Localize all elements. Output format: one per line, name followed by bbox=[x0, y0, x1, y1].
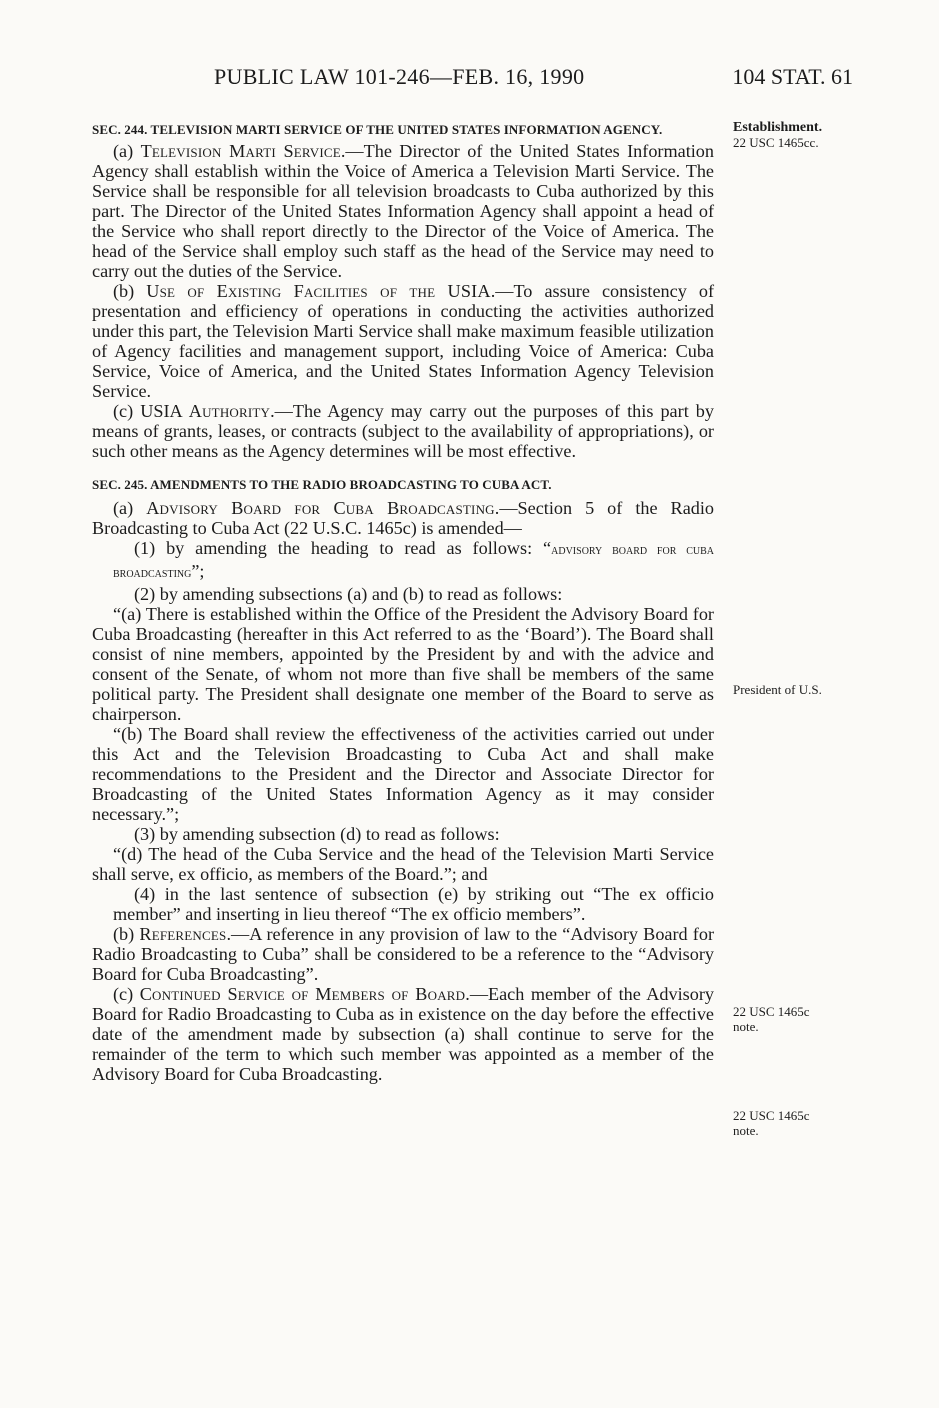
margin-note-establishment-label: Establishment. bbox=[733, 120, 823, 135]
sec245-subsection-b bbox=[92, 924, 714, 984]
sec245-quote-b: “(b) The Board shall review the effectiveness of the activities carried out under this Act and the Television Broadcasting to Cuba Act and shall make recommendations to the President and the Director and Associate Director for Broadcasting of the United States Information Agency as it may consider necessary.”; bbox=[92, 724, 714, 824]
sec245-quote-a: “(a) There is established within the Office of the President the Advisory Board for Cuba Broadcasting (hereafter in this Act referred to as the ‘Board’). The Board shall consist of nine members, appointed by the President by and with the advice and consent of the Senate, of whom not more than five shall be members of the same political party. The President shall designate one member of the Board to serve as chairperson. bbox=[92, 604, 714, 724]
sec245-a-text: .—Section 5 of the Radio Broadcasting to Cuba Act (22 U.S.C. 1465c) is amended— bbox=[92, 498, 715, 538]
sec244-subsection-a bbox=[92, 141, 714, 281]
sec245-item-3: (3) by amending subsection (d) to read as follows: bbox=[134, 824, 500, 844]
margin-note-establishment bbox=[733, 120, 822, 150]
section-245-heading: SEC. 245. AMENDMENTS TO THE RADIO BROADCASTING TO CUBA ACT. bbox=[92, 477, 552, 492]
margin-note-continued-cite bbox=[733, 1108, 810, 1138]
sec244-b-caption: Use of Existing Facilities of the USIA bbox=[146, 281, 491, 301]
page-header-stat: 104 STAT. 61 bbox=[732, 64, 853, 89]
sec245-b-caption: References bbox=[139, 924, 227, 944]
sec244-b-label: (b) bbox=[113, 281, 147, 301]
section-244-heading: SEC. 244. TELEVISION MARTI SERVICE OF THE UNITED STATES INFORMATION AGENCY. bbox=[92, 122, 663, 137]
sec245-subsection-c bbox=[92, 984, 714, 1084]
margin-note-cite-2: 22 USC 1465c bbox=[733, 1108, 810, 1123]
sec244-a-label: (a) bbox=[113, 141, 141, 161]
sec245-subsection-a bbox=[92, 498, 714, 538]
sec244-c-text: .—The Agency may carry out the purposes of this part by means of grants, leases, or contracts (subject to the availability of appropriations), or such other means as the Agency determines will be most effective. bbox=[92, 401, 714, 461]
sec245-quote-d: “(d) The head of the Cuba Service and the head of the Television Marti Service shall serve, ex officio, as members of the Board.”; and bbox=[92, 844, 714, 884]
sec245-a-caption: Advisory Board for Cuba Broadcasting bbox=[146, 498, 495, 518]
sec244-subsection-c bbox=[92, 401, 714, 461]
sec244-c-caption: Authority bbox=[188, 401, 271, 421]
sec245-c-caption: Continued Service of Members of Board bbox=[139, 984, 466, 1004]
margin-note-label-1: note. bbox=[733, 1019, 759, 1034]
document-body bbox=[92, 120, 714, 1084]
sec244-c-label: (c) USIA bbox=[113, 401, 189, 421]
sec245-b-label: (b) bbox=[113, 924, 140, 944]
sec244-a-caption: Television Marti Service bbox=[140, 141, 341, 161]
sec245-item1-end: ”; bbox=[191, 561, 205, 581]
margin-note-president: President of U.S. bbox=[733, 682, 822, 697]
page-header-title: PUBLIC LAW 101-246—FEB. 16, 1990 bbox=[214, 64, 585, 89]
sec245-b-text: .—A reference in any provision of law to the “Advisory Board for Radio Broadcasting to Cuba” shall be considered to be a reference to the “Advisory Board for Cuba Broadcasting”. bbox=[92, 924, 714, 984]
sec245-item1-caps: advisory board for cuba broadcasting bbox=[113, 543, 715, 581]
sec244-a-text: .—The Director of the United States Information Agency shall establish within the Voice of America a Television Marti Service. The Service shall be responsible for all television broadcasts to Cuba authorized by this part. The Director of the United States Information Agency shall appoint a head of the Service who shall report directly to the Director of the Voice of America. The head of the Service shall employ such staff as the head of the Service may need to carry out the duties of the Service. bbox=[92, 141, 714, 281]
margin-note-establishment-cite: 22 USC 1465cc. bbox=[733, 135, 819, 150]
margin-note-cite-1: 22 USC 1465c bbox=[733, 1004, 810, 1019]
sec245-c-text: .—Each member of the Advisory Board for Radio Broadcasting to Cuba as in existence on the day before the effective date of the amendment made by subsection (a) shall continue to serve for the remainder of the term to which such member was appointed as a member of the Advisory Board for Cuba Broadcasting. bbox=[92, 984, 714, 1084]
sec245-item-1 bbox=[92, 538, 714, 584]
sec245-item-2: (2) by amending subsections (a) and (b) to read as follows: bbox=[134, 584, 563, 604]
sec244-b-text: .—To assure consistency of presentation and efficiency of operations in conducting the activities authorized under this part, the Television Marti Service shall make maximum feasible utilization of Agency facilities and management support, including Voice of America: Cuba Service, Voice of America, and the United States Information Agency Television Service. bbox=[92, 281, 715, 401]
sec245-item1-text: (1) by amending the heading to read as follows: “ bbox=[134, 538, 552, 558]
sec245-a-label: (a) bbox=[113, 498, 147, 518]
margin-note-label-2: note. bbox=[733, 1123, 759, 1138]
margin-note-reference-cite bbox=[733, 1004, 810, 1034]
sec244-subsection-b bbox=[92, 281, 714, 401]
sec245-c-label: (c) bbox=[113, 984, 140, 1004]
sec245-item-4: (4) in the last sentence of subsection (e) by striking out “The ex officio member” and inserting in lieu thereof “The ex officio members”. bbox=[113, 884, 714, 924]
